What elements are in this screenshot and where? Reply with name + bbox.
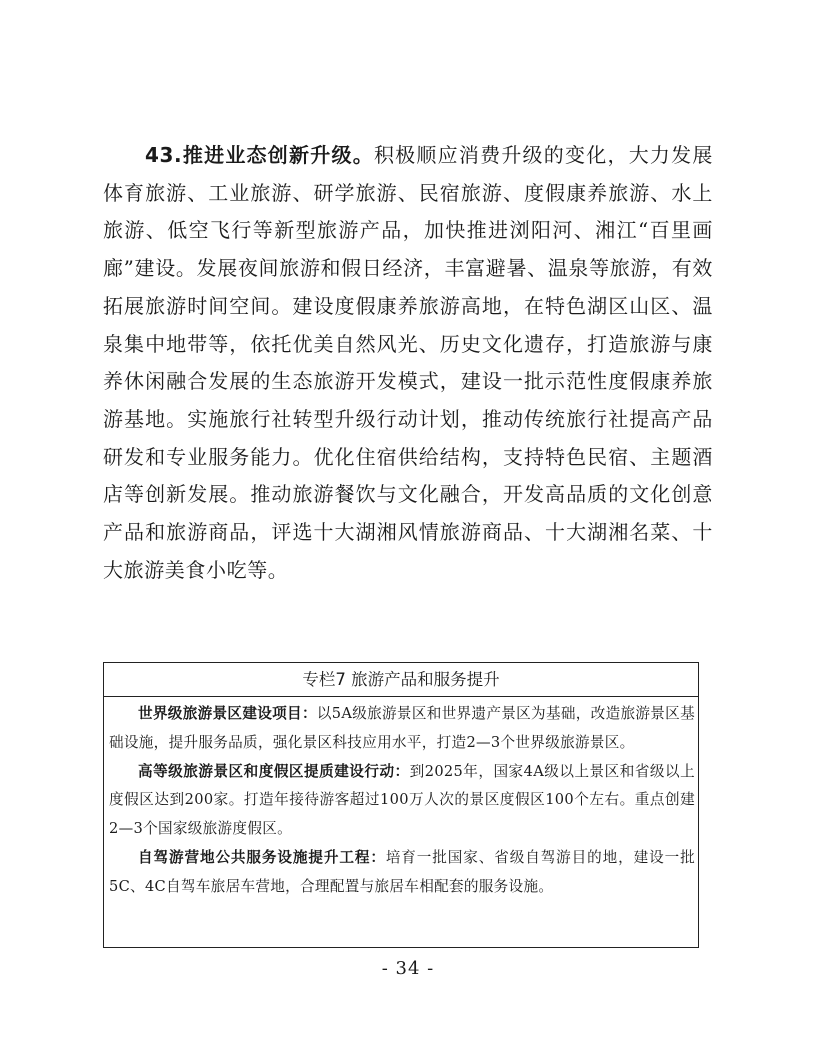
- section-body: 积极顺应消费升级的变化，大力发展体育旅游、工业旅游、研学旅游、民宿旅游、度假康养旅游、水上旅游、低空飞行等新型旅游产品，加快推进浏阳河、湘江“百里画廊”建设。发展夜间旅游和假日经济，丰富避暑、温泉等旅游，有效拓展旅游时间空间。建设度假康养旅游高地，在特色湖区山区、温泉集中地带等，依托优美自然风光、历史文化遗存，打造旅游与康养休闲融合发展的生态旅游开发模式，建设一批示范性度假康养旅游基地。实施旅行社转型升级行动计划，推动传统旅行社提高产品研发和专业服务能力。优化住宿供给结构，支持特色民宿、主题酒店等创新发展。推动旅游餐饮与文化融合，开发高品质的文化创意产品和旅游商品，评选十大湖湘风情旅游商品、十大湖湘名菜、十大旅游美食小吃等。: [103, 143, 713, 582]
- feature-box-body: [104, 697, 698, 902]
- section-paragraph: [103, 137, 713, 589]
- page-number: - 34 -: [381, 958, 435, 979]
- project-text: 到2025年，国家4A级以上景区和省级以上度假区达到200家。打造年接待游客超过100万人次的景区度假区100个左右。重点创建2—3个国家级旅游度假区。: [109, 762, 695, 838]
- project-title: 高等级旅游景区和度假区提质建设行动：: [138, 762, 410, 780]
- section-heading: 43.推进业态创新升级。: [145, 143, 374, 167]
- project-item: [109, 844, 695, 902]
- project-item: [109, 700, 695, 758]
- feature-box: [103, 662, 699, 948]
- project-text: 以5A级旅游景区和世界遗产景区为基础，改造旅游景区基础设施，提升服务品质，强化景区科技应用水平，打造2—3个世界级旅游景区。: [109, 705, 695, 751]
- feature-box-title: 专栏7 旅游产品和服务提升: [104, 663, 698, 697]
- project-text: 培育一批国家、省级自驾游目的地，建设一批5C、4C自驾车旅居车营地，合理配置与旅居车相配套的服务设施。: [109, 848, 695, 895]
- project-item: [109, 758, 695, 844]
- project-title: 自驾游营地公共服务设施提升工程：: [138, 848, 386, 866]
- project-title: 世界级旅游景区建设项目：: [138, 705, 317, 722]
